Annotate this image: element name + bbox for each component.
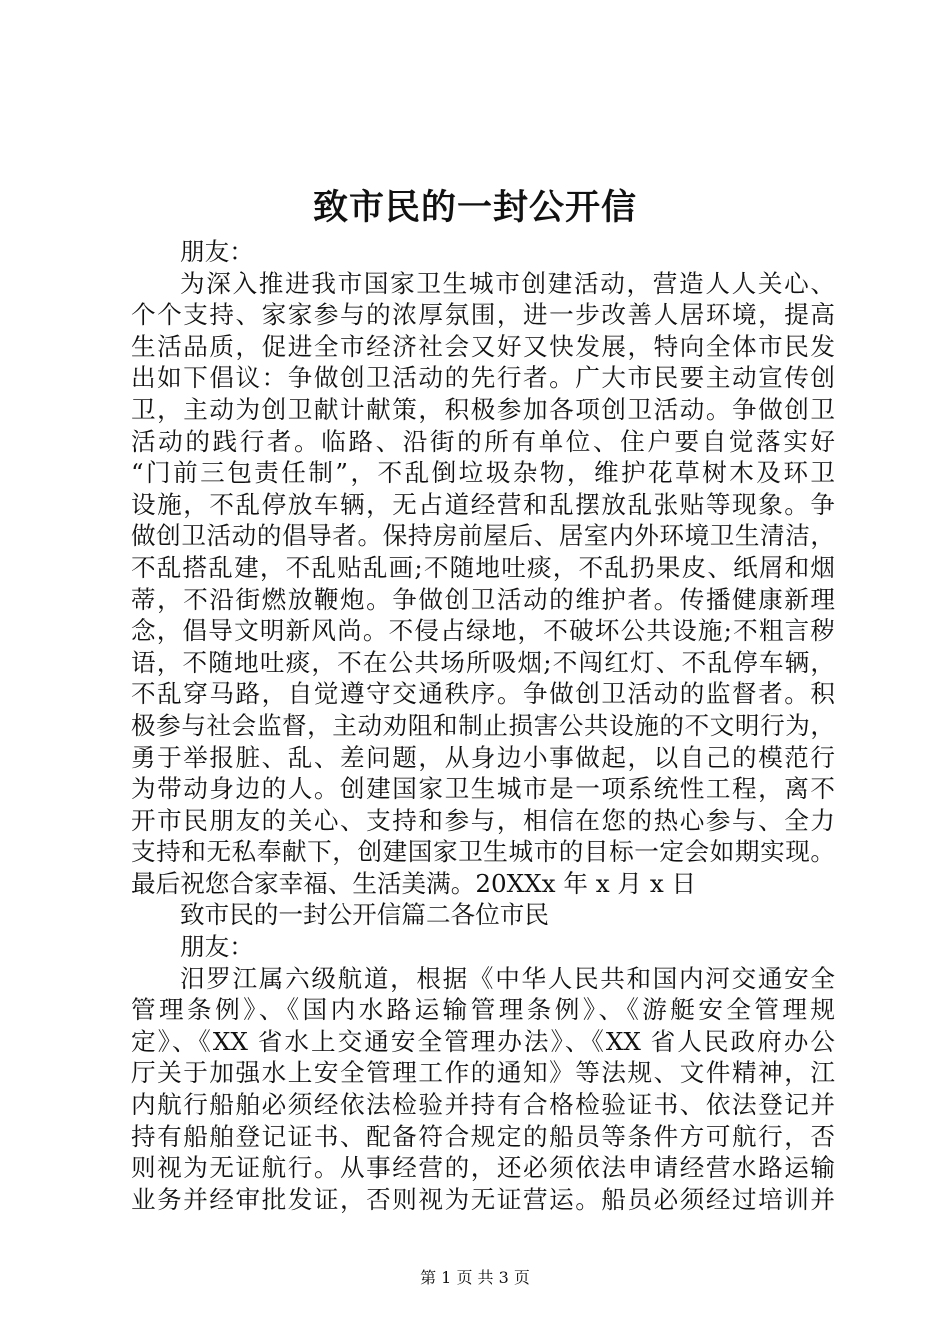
paragraph-line: “门前三包责任制”，不乱倒垃圾杂物，维护花草树木及环卫 [131, 458, 835, 488]
paragraph-line: 勇于举报脏、乱、差问题，从身边小事做起，以自己的模范行 [131, 742, 835, 772]
paragraph-line: 念，倡导文明新风尚。不侵占绿地，不破坏公共设施;不粗言秽 [131, 616, 835, 646]
paragraph-line: 支持和无私奉献下，创建国家卫生城市的目标一定会如期实现。 [131, 837, 835, 867]
page-footer: 第 1 页 共 3 页 [420, 1268, 530, 1287]
paragraph-line: 汨罗江属六级航道，根据《中华人民共和国内河交通安全 [180, 963, 835, 993]
paragraph-line: 开市民朋友的关心、支持和参与，相信在您的热心参与、全力 [131, 805, 835, 835]
paragraph-line: 业务并经审批发证，否则视为无证营运。船员必须经过培训并 [131, 1184, 835, 1214]
closing-date-line: 最后祝您合家幸福、生活美满。20XXx 年 x 月 x 日 [131, 868, 697, 898]
salutation-line: 朋友： [180, 237, 254, 266]
paragraph-line: 定》、《XX 省水上交通安全管理办法》、《XX 省人民政府办公 [131, 1026, 835, 1056]
paragraph-line: 不乱穿马路，自觉遵守交通秩序。争做创卫活动的监督者。积 [131, 679, 835, 709]
paragraph-line: 做创卫活动的倡导者。保持房前屋后、居室内外环境卫生清洁， [131, 521, 835, 551]
paragraph-line: 极参与社会监督，主动劝阻和制止损害公共设施的不文明行为， [131, 710, 835, 740]
paragraph-line: 则视为无证航行。从事经营的，还必须依法申请经营水路运输 [131, 1153, 835, 1183]
paragraph-line: 卫，主动为创卫献计献策，积极参加各项创卫活动。争做创卫 [131, 394, 835, 424]
paragraph-line: 语，不随地吐痰，不在公共场所吸烟;不闯红灯、不乱停车辆， [131, 647, 835, 677]
paragraph-line: 蒂，不沿街燃放鞭炮。争做创卫活动的维护者。传播健康新理 [131, 584, 835, 614]
paragraph-line: 出如下倡议：争做创卫活动的先行者。广大市民要主动宣传创 [131, 363, 835, 393]
section-heading-line: 致市民的一封公开信篇二各位市民 [180, 900, 549, 930]
paragraph-line: 为带动身边的人。创建国家卫生城市是一项系统性工程，离不 [131, 774, 835, 804]
paragraph-line: 为深入推进我市国家卫生城市创建活动，营造人人关心、 [180, 268, 835, 298]
paragraph-line: 厅关于加强水上安全管理工作的通知》等法规、文件精神，江 [131, 1058, 835, 1088]
paragraph-line: 设施，不乱停放车辆，无占道经营和乱摆放乱张贴等现象。争 [131, 489, 835, 519]
paragraph-line: 持有船舶登记证书、配备符合规定的船员等条件方可航行，否 [131, 1121, 835, 1151]
document-body [131, 236, 835, 1215]
paragraph-line: 不乱搭乱建，不乱贴乱画;不随地吐痰，不乱扔果皮、纸屑和烟 [131, 552, 835, 582]
paragraph-line: 管理条例》、《国内水路运输管理条例》、《游艇安全管理规 [131, 995, 835, 1025]
paragraph-line: 活动的践行者。临路、沿街的所有单位、住户要自觉落实好 [131, 426, 835, 456]
document-title: 致市民的一封公开信 [312, 187, 637, 228]
paragraph-line: 生活品质，促进全市经济社会又好又快发展，特向全体市民发 [131, 331, 835, 361]
salutation-line: 朋友： [180, 932, 254, 962]
paragraph-line: 内航行船舶必须经依法检验并持有合格检验证书、依法登记并 [131, 1090, 835, 1120]
paragraph-line: 个个支持、家家参与的浓厚氛围，进一步改善人居环境，提高 [131, 300, 835, 330]
